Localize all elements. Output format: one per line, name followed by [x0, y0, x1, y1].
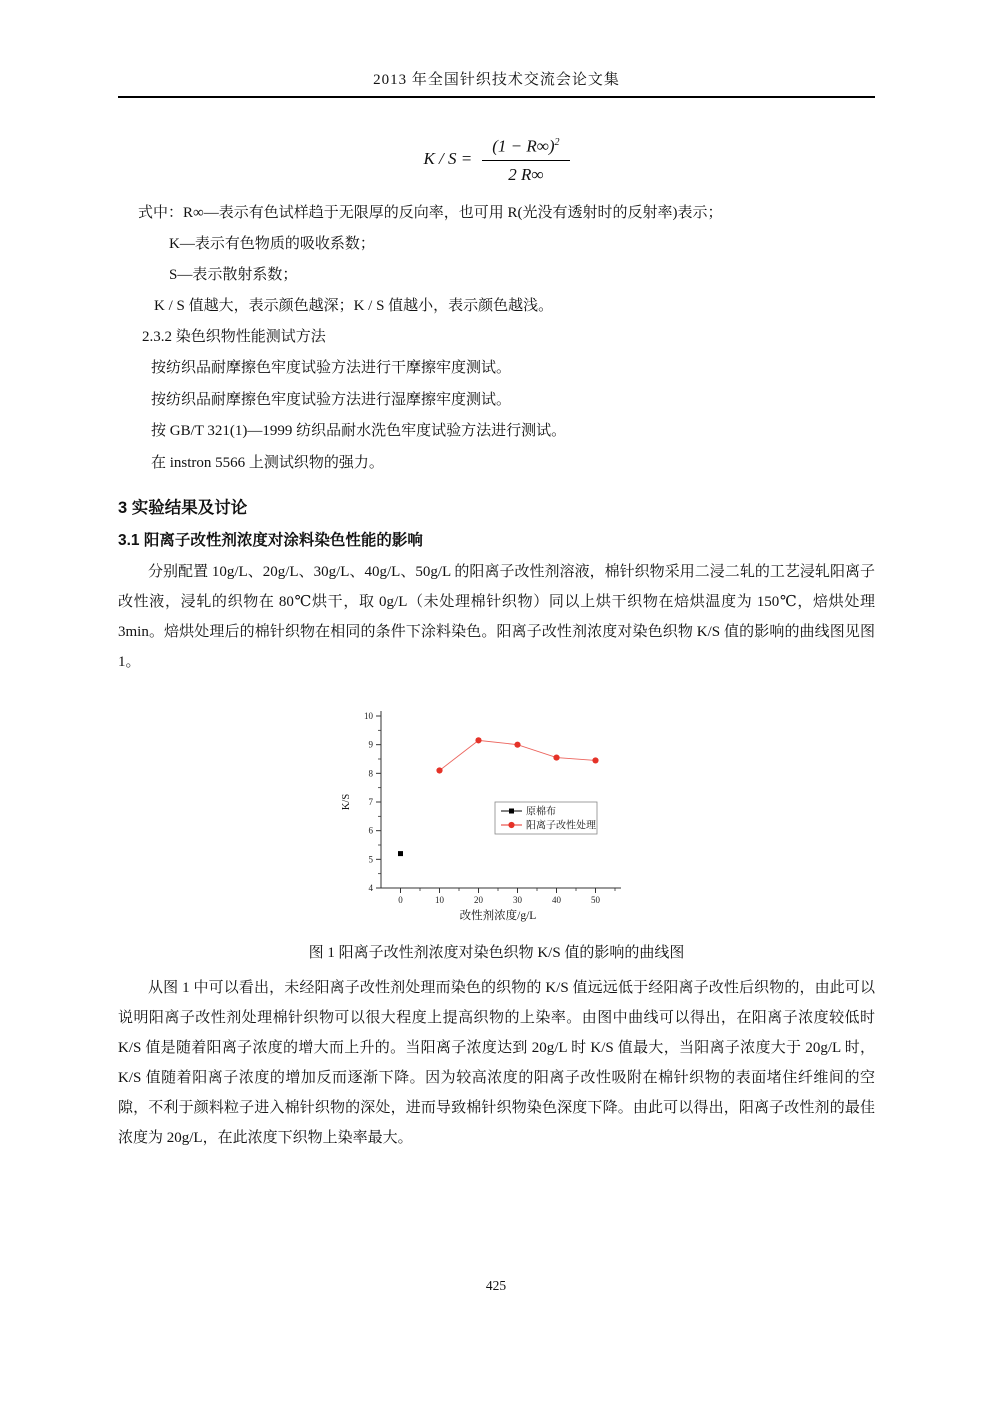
circle-marker: [514, 742, 520, 748]
formula-numerator: [482, 132, 569, 162]
formula-numerator-base: (1 − R∞): [492, 136, 555, 156]
section-3-1-heading: 3.1 阳离子改性剂浓度对涂料染色性能的影响: [118, 532, 423, 549]
y-tick-label: 6: [368, 825, 373, 836]
figure-1-chart: [329, 703, 665, 925]
legend-label: 阳离子改性处理: [525, 820, 596, 832]
legend-square-marker: [509, 809, 514, 814]
x-tick-label: 10: [434, 895, 444, 905]
section-2-3-2-heading: 2.3.2 染色织物性能测试方法: [142, 329, 326, 345]
y-axis-label: K/S: [340, 793, 352, 811]
x-tick-label: 50: [590, 895, 600, 905]
x-tick-label: 0: [397, 895, 403, 905]
page-number: 425: [485, 1278, 507, 1293]
circle-marker: [592, 757, 598, 763]
circle-marker: [436, 767, 442, 773]
legend-label: 原棉布: [525, 806, 556, 818]
y-tick-label: 8: [368, 768, 373, 779]
ks-chart-svg: [329, 703, 665, 925]
section-3-heading: 3 实验结果及讨论: [118, 499, 248, 517]
page-header: [118, 70, 875, 98]
x-tick-label: 20: [473, 895, 483, 905]
formula-numerator-exponent: 2: [554, 136, 560, 148]
test-method-line-wash: 按 GB/T 321(1)—1999 纺织品耐水洗色牢度试验方法进行测试。: [151, 423, 567, 439]
formula-note-k: K—表示有色物质的吸收系数；: [169, 236, 375, 252]
formula-denominator: 2 R∞: [508, 165, 544, 185]
ks-formula: [118, 128, 875, 190]
formula-notes: [118, 198, 875, 322]
x-tick-label: 40: [551, 895, 561, 905]
formula-note-where: 式中：R∞—表示有色试样趋于无限厚的反向率，也可用 R(光没有透射时的反射率)表示；: [138, 205, 723, 221]
figure-1-caption: 图 1 阳离子改性剂浓度对染色织物 K/S 值的影响的曲线图: [308, 945, 685, 961]
header-title: 2013 年全国针织技术交流会论文集: [373, 72, 620, 88]
y-tick-label: 7: [368, 797, 373, 807]
test-method-line-wet-rub: 按纺织品耐摩擦色牢度试验方法进行湿摩擦牢度测试。: [151, 391, 512, 408]
section-2-3-2: [118, 322, 875, 479]
test-method-line-strength: 在 instron 5566 上测试织物的强力。: [151, 454, 384, 471]
formula-lhs: K / S =: [423, 149, 473, 168]
x-tick-label: 30: [512, 895, 522, 905]
circle-marker: [553, 754, 559, 760]
test-method-line-dry-rub: 按纺织品耐摩擦色牢度试验方法进行干摩擦牢度测试。: [151, 360, 512, 376]
section-3: [118, 495, 875, 1153]
formula-note-s: S—表示散射系数；: [169, 267, 298, 283]
header-divider: [118, 96, 875, 98]
x-axis-label: 改性剂浓度/g/L: [459, 910, 536, 922]
y-tick-label: 9: [368, 739, 373, 750]
circle-marker: [475, 737, 481, 743]
square-marker: [398, 851, 403, 856]
formula-fraction: [482, 132, 569, 187]
paragraph-discussion: 从图 1 中可以看出，未经阳离子改性剂处理而染色的织物的 K/S 值远远低于经阳离子改性后织物的，由此可以说明阳离子改性剂处理棉针织物可以很大程度上提高织物的上染率。由图中曲线可以得出，在阳离子浓度较低时 K/S 值是随着阳离子浓度的增大而上升的。当阳离子浓度达到 20g/L 时 K/S 值最大，当阳离子浓度大于 20g/L 时，K/S 值随着阳离子浓度的增加反而逐渐下降。因为较高浓度的阳离子改性吸附在棉针织物的表面堵住纤维间的空隙，不利于颜料粒子进入棉针织物的深处，进而导致棉针织物染色深度下降。由此可以得出，阳离子改性剂的最佳浓度为 20g/L，在此浓度下织物上染率最大。: [118, 980, 875, 1146]
paragraph-experiment-setup: 分别配置 10g/L、20g/L、30g/L、40g/L、50g/L 的阳离子改性剂溶液，棉针织物采用二浸二轧的工艺浸轧阳离子改性液，浸轧的织物在 80℃烘干，取 0g/L（未处理棉针织物）同以上烘干织物在焙烘温度为 150℃，焙烘处理 3min。焙烘处理后的棉针织物在相同的条件下涂料染色。阳离子改性剂浓度对染色织物 K/S 值的影响的曲线图见图 1。: [118, 564, 875, 670]
legend-circle-marker: [508, 822, 514, 828]
y-tick-label: 4: [368, 883, 373, 893]
y-tick-label: 10: [363, 711, 373, 721]
formula-note-ks-meaning: K / S 值越大，表示颜色越深；K / S 值越小，表示颜色越浅。: [154, 298, 554, 314]
y-tick-label: 5: [368, 854, 373, 865]
